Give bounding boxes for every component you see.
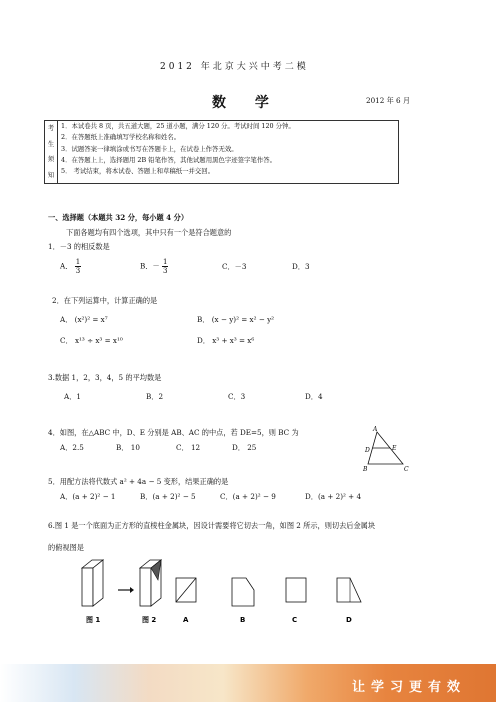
footer-slogan: 让学习更有效: [351, 680, 466, 695]
vertex-b-label: B: [363, 466, 368, 473]
option-a-view: [176, 578, 196, 602]
q5-option-d: D．(a + 2)² + 4: [305, 492, 362, 501]
q6-stem-line2: 的俯视图是: [48, 543, 84, 552]
figure2-label: 图 2: [142, 616, 157, 624]
q2-option-d: D． x³ + x³ = x⁶: [197, 336, 255, 345]
vertex-c-label: C: [404, 466, 409, 473]
q3-option-d: D．4: [305, 392, 323, 401]
notice-side-label: [45, 121, 58, 184]
q5-stem: 5．用配方法将代数式 a² + 4a − 5 变形，结果正确的是: [48, 477, 229, 486]
q2-option-a: A． (x²)² = x⁷: [60, 315, 108, 324]
q3-option-a: A．1: [64, 392, 81, 401]
q3-option-c: C．3: [228, 392, 246, 401]
q4-option-c: C． 12: [176, 443, 201, 452]
q2-option-c: C． x¹³ ÷ x³ = x¹⁰: [60, 336, 123, 345]
option-c-label: C: [292, 616, 298, 624]
section-instruction: 下面各题均有四个选项，其中只有一个是符合题意的: [66, 228, 232, 237]
q1-stem: 1．－3 的相反数是: [48, 242, 110, 251]
triangle-abc-figure: [360, 424, 410, 474]
q1-b-den: 3: [162, 267, 168, 275]
q4-option-a: A．2.5: [60, 443, 84, 452]
q1-option-b: [140, 258, 168, 275]
point-d-label: D: [365, 447, 370, 454]
q6-figures: [78, 558, 368, 628]
q1-b-num: 1: [162, 258, 168, 266]
q5-option-c: C．(a + 2)² − 9: [220, 492, 276, 501]
figure1-label: 图 1: [86, 616, 101, 624]
option-a-label: A: [183, 616, 189, 624]
notice-item: 3．试题答案一律填涂或书写在答题卡上，在试卷上作答无效。: [61, 144, 238, 153]
notice-item: 1．本试卷共 8 页，共五道大题，25 道小题，满分 120 分。考试时间 120 分钟。: [61, 122, 295, 130]
q1-option-d: D．3: [292, 262, 310, 271]
q6-stem-line1: 6.图 1 是一个底面为正方形的直棱柱金属块，因设计需要将它切去一角，如图 2 所示，则切去后金属块: [48, 521, 376, 530]
q3-option-b: B．2: [146, 392, 164, 401]
q4-option-b: B． 10: [116, 443, 140, 452]
q2-stem: 2．在下列运算中，计算正确的是: [52, 296, 158, 305]
option-d-view: [337, 578, 361, 602]
notice-side-char: 考: [47, 124, 55, 132]
notice-side-char: 生: [47, 139, 55, 148]
q1-option-a: [60, 258, 81, 275]
notice-item: 5． 考试结束，将本试卷、答题上和草稿纸一并交回。: [61, 167, 215, 176]
option-c-view: [286, 578, 306, 602]
q5-option-a: A．(a + 2)² − 1: [60, 492, 116, 501]
q1-b-label: B．－: [140, 261, 160, 271]
q4-option-d: D． 25: [232, 443, 257, 452]
option-b-view: [232, 578, 254, 606]
figure2-cut-prism: [140, 560, 161, 606]
vertex-a-label: A: [373, 426, 378, 433]
figure1-prism: [82, 560, 103, 606]
notice-side-char: 须: [47, 155, 55, 164]
q2-option-b: B． (x − y)² = x² − y²: [197, 315, 275, 324]
notice-item: 4．在答题上上，选择题用 2B 铅笔作答，其他试题用黑色字迹签字笔作答。: [61, 155, 276, 164]
q5-option-b: B．(a + 2)² − 5: [140, 492, 196, 501]
candidate-notice-table: [44, 120, 399, 184]
q4-stem: 4．如图，在△ABC 中，D、E 分别是 AB、AC 的中点，若 DE=5，则 BC 为: [48, 428, 299, 437]
q1-a-label: A．: [60, 261, 73, 271]
notice-item: 2．在答题纸上准确填写学校名称和姓名。: [61, 133, 181, 142]
exam-title: 2012 年北京大兴中考二模: [160, 62, 309, 72]
option-d-label: D: [346, 616, 352, 624]
subject-title: 数 学: [212, 95, 281, 111]
section-heading: 一、选择题（本题共 32 分，每小题 4 分）: [48, 213, 189, 222]
option-b-label: B: [240, 616, 246, 624]
q1-b-fraction: [162, 258, 168, 275]
point-e-label: E: [392, 445, 397, 452]
q1-a-fraction: [75, 258, 81, 275]
exam-date: 2012 年 6 月: [366, 96, 411, 105]
q3-stem: 3.数据 1，2，3，4，5 的平均数是: [48, 373, 162, 382]
notice-side-char: 知: [47, 170, 55, 179]
q1-a-num: 1: [75, 258, 81, 266]
notice-items: [58, 121, 399, 184]
arrow-icon: [118, 587, 134, 593]
q1-option-c: C．－3: [222, 262, 247, 271]
q1-a-den: 3: [75, 267, 81, 275]
